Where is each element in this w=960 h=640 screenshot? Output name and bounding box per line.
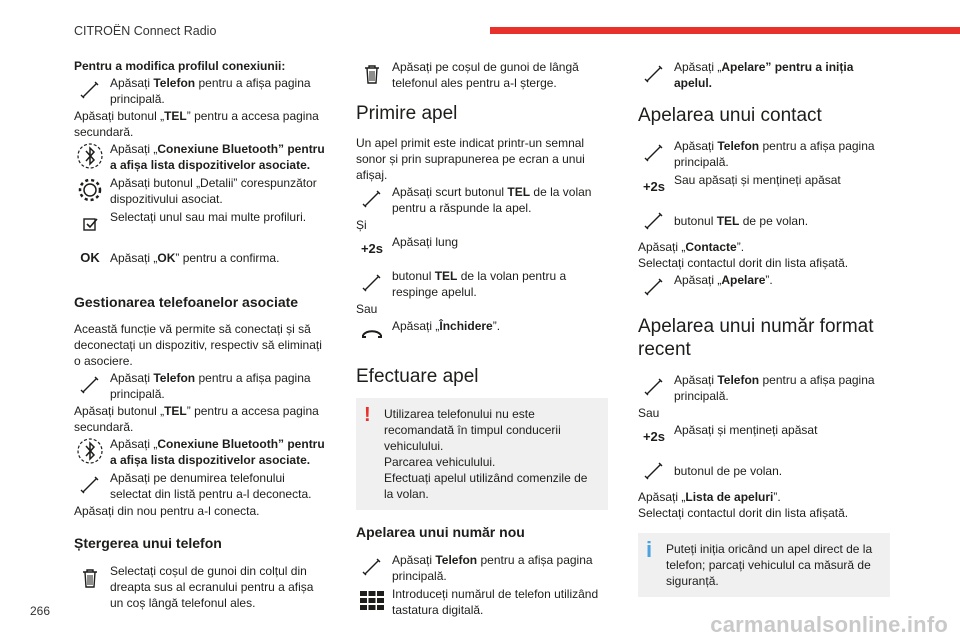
step-text: Apăsați Telefon pentru a afișa pagina principală. <box>674 373 875 403</box>
step-text: Apăsați „Închidere”. <box>392 319 501 333</box>
step-text: butonul TEL de pe volan. <box>674 214 809 228</box>
info-text: Puteți iniția oricând un apel direct de la telefon; parcați vehiculul ca măsură de siguranță. <box>666 542 873 588</box>
step-long-press <box>356 233 608 267</box>
trash-icon <box>356 58 388 90</box>
step-details <box>74 174 326 208</box>
assoc-heading: Gestionarea telefoanelor asociate <box>74 294 299 310</box>
or-label: Sau <box>638 406 660 420</box>
assoc-text: Această funcție vă permite să conectați și să deconectați un dispozitiv, respectiv să eliminați o asociere. <box>74 322 322 368</box>
step-text: Apăsați și mențineți apăsat <box>674 423 818 437</box>
instruction-line: Apăsați butonul „TEL” pentru a accesa pagina secundară. <box>74 404 319 434</box>
warning-text: Utilizarea telefonului nu este recomandată în timpul conducerii vehiculului. Parcarea vehiculului. Efectuați apelul utilizând comenzile de la volan. <box>384 407 588 501</box>
step-text: Apăsați butonul „Detalii” corespunzător dispozitivului asociat. <box>110 176 317 206</box>
step-tel <box>356 183 608 217</box>
checkbox-icon <box>74 208 106 240</box>
instruction-line: Selectați contactul dorit din lista afișată. <box>638 256 849 270</box>
step-reject <box>356 267 608 301</box>
step-bluetooth <box>74 435 326 469</box>
or-label: Sau <box>356 302 378 316</box>
step-text: Introduceți numărul de telefon utilizând tastatura digitală. <box>392 587 599 617</box>
keypad-icon <box>356 585 388 617</box>
step-text: Apăsați Telefon pentru a afișa pagina principală. <box>674 139 875 169</box>
step-call <box>638 271 890 305</box>
step-text: Apăsați scurt butonul TEL de la volan pentru a răspunde la apel. <box>392 185 592 215</box>
instruction-line: Apăsați „Contacte”. <box>638 240 745 254</box>
step-text: Apăsați „Apelare” pentru a iniția apelul. <box>674 60 854 90</box>
step-trash <box>74 562 326 611</box>
bluetooth-icon <box>74 435 106 467</box>
step-tel <box>638 205 890 239</box>
step-text: Apăsați Telefon pentru a afișa pagina principală. <box>392 553 593 583</box>
instruction-line: Apăsați „Lista de apeluri”. <box>638 490 781 504</box>
step-text: Apăsați „Conexiune Bluetooth” pentru a afișa lista dispozitivelor asociate. <box>110 437 325 467</box>
receive-heading: Primire apel <box>356 103 458 124</box>
step-text: Apăsați „Apelare”. <box>674 273 773 287</box>
step-phone <box>74 369 326 403</box>
header-accent-bar <box>490 27 960 34</box>
phone-icon <box>356 183 388 215</box>
phone-icon <box>74 469 106 501</box>
phone-icon <box>638 455 670 487</box>
gear-icon <box>74 174 106 206</box>
instruction-line: Apăsați butonul „TEL” pentru a accesa pagina secundară. <box>74 109 319 139</box>
or-label: Și <box>356 218 367 232</box>
phone-icon <box>356 267 388 299</box>
hang-up-icon <box>356 317 388 349</box>
hold-2s-icon: +2s <box>356 233 388 265</box>
step-keypad <box>356 585 608 619</box>
ok-icon: OK <box>74 242 106 274</box>
step-trash <box>356 58 608 92</box>
column-1 <box>74 58 326 611</box>
phone-icon <box>638 137 670 169</box>
step-text: Apăsați lung <box>392 235 459 249</box>
step-bluetooth <box>74 140 326 174</box>
step-profiles <box>74 208 326 242</box>
step-call <box>638 58 890 92</box>
step-text: Apăsați pe denumirea telefonului selectat din listă pentru a-l deconecta. <box>110 471 312 501</box>
step-phone <box>638 137 890 171</box>
step-text: butonul de pe volan. <box>674 464 783 478</box>
page-number: 266 <box>30 604 51 618</box>
step-text: Sau apăsați și mențineți apăsat <box>674 173 841 187</box>
step-text: Apăsați „Conexiune Bluetooth” pentru a afișa lista dispozitivelor asociate. <box>110 142 325 172</box>
profile-heading: Pentru a modifica profilul conexiunii: <box>74 59 286 73</box>
step-hold <box>638 421 890 455</box>
instruction-line: Selectați contactul dorit din lista afișată. <box>638 506 849 520</box>
step-hangup <box>356 317 608 351</box>
step-phone <box>356 551 608 585</box>
phone-icon <box>74 369 106 401</box>
bluetooth-icon <box>74 140 106 172</box>
step-wheel-button <box>638 455 890 489</box>
contact-heading: Apelarea unui contact <box>638 105 822 126</box>
column-3 <box>638 58 890 607</box>
phone-icon <box>638 371 670 403</box>
recent-heading: Apelarea unui număr format recent <box>638 316 874 360</box>
step-phone <box>74 74 326 108</box>
step-disconnect <box>74 469 326 503</box>
info-icon: i <box>646 537 653 562</box>
phone-icon <box>638 58 670 90</box>
step-ok <box>74 242 326 276</box>
step-text: Apăsați pe coșul de gunoi de lângă telefonul ales pentru a-l șterge. <box>392 60 579 90</box>
header-title: CITROËN Connect Radio <box>74 24 217 38</box>
step-hold <box>638 171 890 205</box>
step-text: Apăsați Telefon pentru a afișa pagina principală. <box>110 371 311 401</box>
phone-icon <box>638 205 670 237</box>
step-text: Apăsați „OK” pentru a confirma. <box>110 251 280 265</box>
step-text: butonul TEL de la volan pentru a respinge apelul. <box>392 269 567 299</box>
phone-icon <box>356 551 388 583</box>
receive-text: Un apel primit este indicat printr-un semnal sonor și prin suprapunerea pe ecran a unui afișaj. <box>356 136 585 182</box>
new-number-heading: Apelarea unui număr nou <box>356 524 525 540</box>
warning-icon: ! <box>364 404 371 426</box>
trash-icon <box>74 562 106 594</box>
step-text: Selectați coșul de gunoi din colțul din dreapta sus al ecranului pentru a afișa un coș lângă telefonul ales. <box>110 564 314 610</box>
make-heading: Efectuare apel <box>356 366 479 387</box>
warning-note <box>356 398 608 510</box>
info-note <box>638 533 890 597</box>
step-text: Selectați unul sau mai multe profiluri. <box>110 210 307 224</box>
hold-2s-icon: +2s <box>638 171 670 203</box>
hold-2s-icon: +2s <box>638 421 670 453</box>
step-phone <box>638 371 890 405</box>
column-2 <box>356 58 608 619</box>
watermark: carmanualsonline.info <box>710 612 948 637</box>
delete-heading: Ștergerea unui telefon <box>74 535 222 551</box>
phone-icon <box>74 74 106 106</box>
instruction-line: Apăsați din nou pentru a-l conecta. <box>74 504 260 518</box>
phone-icon <box>638 271 670 303</box>
step-text: Apăsați Telefon pentru a afișa pagina principală. <box>110 76 311 106</box>
